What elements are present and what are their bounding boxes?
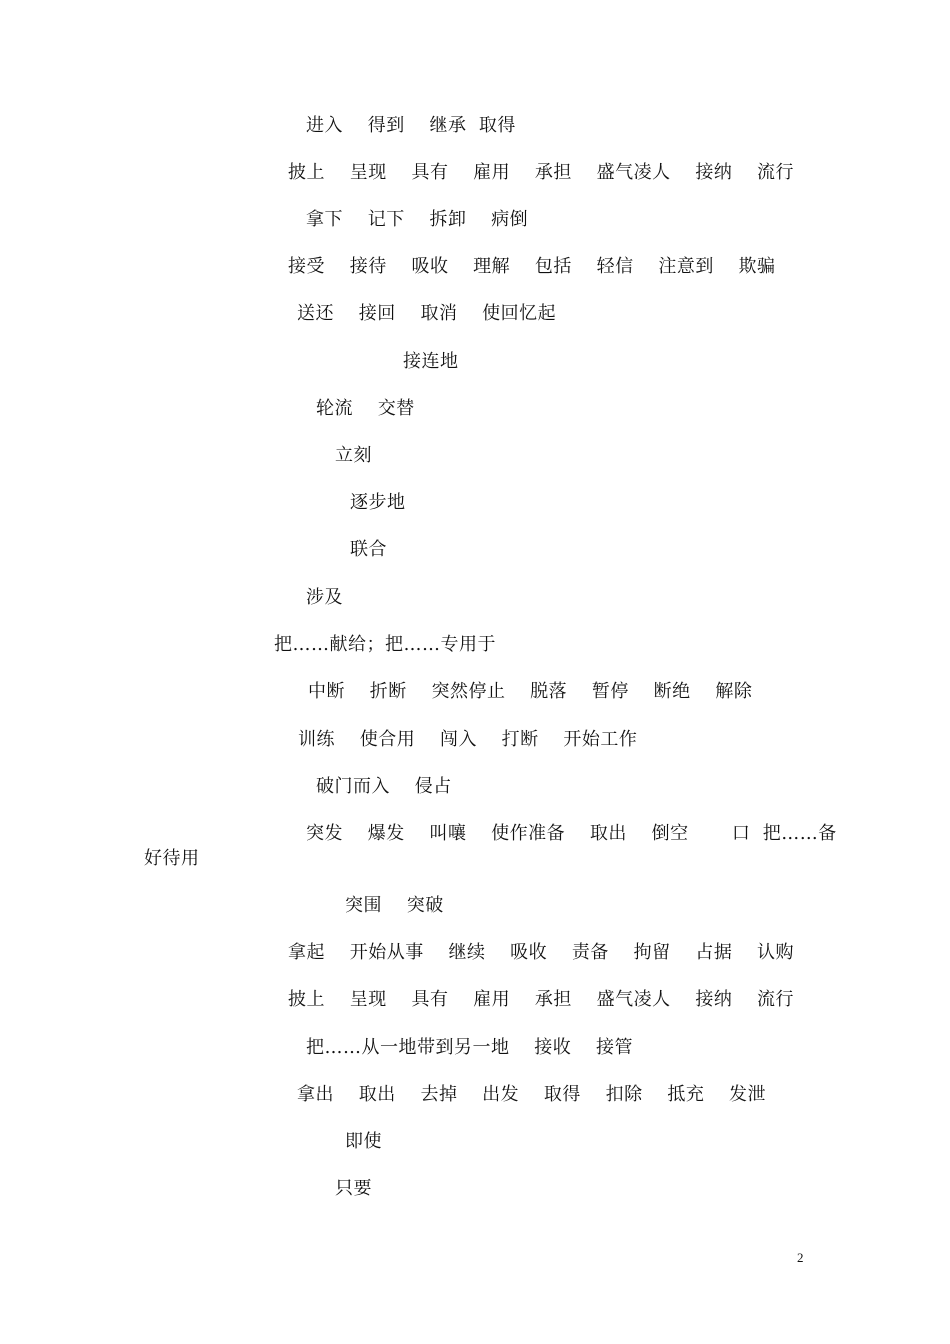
text-line: 训练 使合用 闯入 打断 开始工作 <box>298 729 638 750</box>
text-line: 涉及 <box>306 587 343 608</box>
text-line: 披上 呈现 具有 雇用 承担 盛气凌人 接纳 流行 <box>288 162 795 183</box>
text-line: 只要 <box>335 1178 372 1199</box>
text-line: 好待用 <box>144 848 200 869</box>
text-line: 接受 接待 吸收 理解 包括 轻信 注意到 欺骗 <box>288 256 776 277</box>
text-line: 进入 得到 继承 取得 <box>306 115 516 136</box>
text-line: 破门而入 侵占 <box>316 776 452 797</box>
text-line: 拿起 开始从事 继续 吸收 责备 拘留 占据 认购 <box>288 942 795 963</box>
text-line: 即使 <box>345 1131 382 1152</box>
text-line: 拿出 取出 去掉 出发 取得 扣除 抵充 发泄 <box>297 1084 767 1105</box>
page-number: 2 <box>797 1250 804 1265</box>
text-line: 把……献给；把……专用于 <box>274 634 496 655</box>
text-line: 联合 <box>350 539 387 560</box>
text-line: 逐步地 <box>350 492 406 513</box>
text-line: 送还 接回 取消 使回忆起 <box>297 303 557 324</box>
text-line: 轮流 交替 <box>316 398 415 419</box>
text-line: 披上 呈现 具有 雇用 承担 盛气凌人 接纳 流行 <box>288 989 795 1010</box>
text-line: 中断 折断 突然停止 脱落 暂停 断绝 解除 <box>308 681 753 702</box>
text-line: 把……从一地带到另一地 接收 接管 <box>306 1037 633 1058</box>
text-line: 拿下 记下 拆卸 病倒 <box>306 209 529 230</box>
text-line: 突围 突破 <box>345 895 444 916</box>
text-line: 接连地 <box>403 351 459 372</box>
text-line: 突发 爆发 叫嚷 使作准备 取出 倒空 口 把……备 <box>306 823 837 844</box>
text-line: 立刻 <box>335 445 372 466</box>
